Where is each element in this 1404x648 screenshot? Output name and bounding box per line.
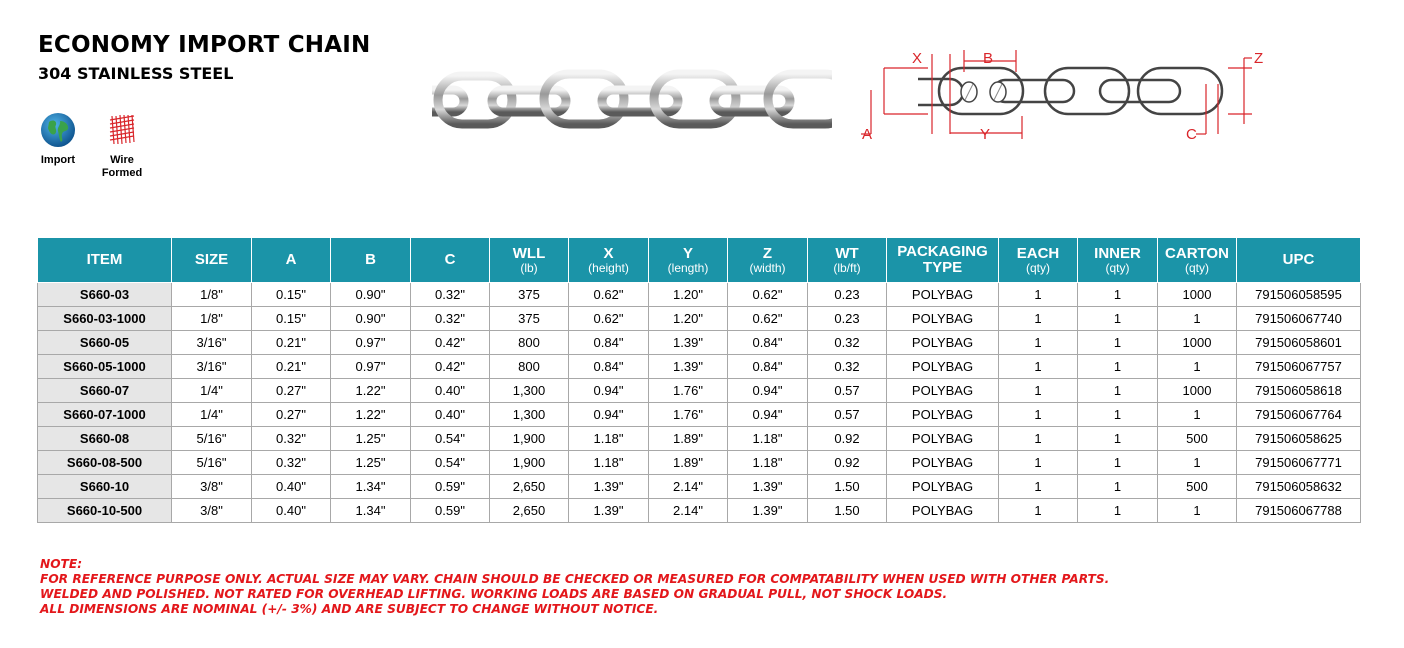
table-cell: 1.22" [331,379,411,403]
table-cell: 1000 [1158,379,1237,403]
table-cell: S660-07 [38,379,172,403]
table-cell: 500 [1158,475,1237,499]
table-cell: 0.84" [569,355,649,379]
table-cell: 1.50 [808,475,887,499]
table-cell: 1.18" [728,427,808,451]
table-cell: 0.27" [252,403,331,427]
table-cell: 791506067740 [1237,307,1361,331]
table-cell: 2.14" [649,475,728,499]
col-wt: WT (lb/ft) [808,238,887,283]
table-cell: S660-03 [38,283,172,307]
table-row [38,355,1361,379]
col-carton: CARTON (qty) [1158,238,1237,283]
table-cell: 1 [1078,427,1158,451]
page-title: ECONOMY IMPORT CHAIN [38,32,371,58]
table-row [38,283,1361,307]
table-cell: 791506067757 [1237,355,1361,379]
table-cell: S660-10 [38,475,172,499]
table-cell: 1 [1158,355,1237,379]
table-cell: 0.57 [808,379,887,403]
table-cell: 3/8" [172,475,252,499]
table-cell: 0.62" [569,283,649,307]
label-z: Z [1254,50,1264,67]
table-cell: 0.62" [569,307,649,331]
table-cell: 0.42" [411,331,490,355]
header-row [38,238,1361,283]
table-cell: 791506058625 [1237,427,1361,451]
table-cell: 1.20" [649,283,728,307]
table-cell: 0.54" [411,427,490,451]
table-cell: POLYBAG [887,427,999,451]
table-cell: 1.76" [649,403,728,427]
col-a: A [252,238,331,283]
table-cell: 3/16" [172,331,252,355]
table-cell: 1.22" [331,403,411,427]
table-cell: 1.39" [649,355,728,379]
table-cell: 0.32 [808,331,887,355]
table-cell: 1.39" [569,475,649,499]
table-cell: S660-10-500 [38,499,172,523]
table-cell: 1 [999,427,1078,451]
table-cell: 3/8" [172,499,252,523]
table-cell: 0.23 [808,283,887,307]
table-cell: 791506067764 [1237,403,1361,427]
label-x: X [912,50,923,67]
table-cell: 1/8" [172,307,252,331]
table-cell: 1 [1078,451,1158,475]
table-cell: 0.40" [252,499,331,523]
table-row [38,499,1361,523]
table-cell: 0.57 [808,403,887,427]
table-cell: 791506058601 [1237,331,1361,355]
table-cell: 800 [490,331,569,355]
table-cell: 1.18" [728,451,808,475]
table-cell: 0.92 [808,451,887,475]
table-row [38,403,1361,427]
page-subtitle: 304 STAINLESS STEEL [38,64,234,83]
table-cell: 0.97" [331,331,411,355]
table-cell: 0.40" [411,403,490,427]
table-cell: 0.42" [411,355,490,379]
table-row [38,451,1361,475]
table-cell: 0.97" [331,355,411,379]
table-cell: 0.59" [411,499,490,523]
table-cell: 0.21" [252,355,331,379]
table-cell: 1.50 [808,499,887,523]
table-cell: 0.62" [728,307,808,331]
table-row [38,307,1361,331]
table-cell: 791506067788 [1237,499,1361,523]
table-cell: 1/4" [172,403,252,427]
table-cell: 1.34" [331,499,411,523]
label-y: Y [980,126,991,143]
table-cell: 1 [999,379,1078,403]
table-cell: 1 [1078,403,1158,427]
table-cell: 0.84" [728,355,808,379]
badge-label-wire-formed: Wire Formed [101,154,143,179]
table-cell: 1,900 [490,427,569,451]
table-cell: 0.94" [728,379,808,403]
notes-block [40,557,1109,617]
table-cell: 0.40" [411,379,490,403]
table-cell: 1 [999,499,1078,523]
table-cell: 1 [999,451,1078,475]
table-cell: 1.89" [649,451,728,475]
table-cell: 1/8" [172,283,252,307]
table-cell: 500 [1158,427,1237,451]
table-cell: 791506067771 [1237,451,1361,475]
table-cell: 1.20" [649,307,728,331]
wire-formed-badge [97,112,147,180]
table-cell: 1/4" [172,379,252,403]
chain-photo [432,68,832,138]
note-line: WELDED AND POLISHED. NOT RATED FOR OVERHEAD LIFTING. WORKING LOADS ARE BASED ON GRADUAL PULL, NOT SHOCK LOADS. [40,587,948,601]
table-cell: 0.32 [808,355,887,379]
col-c: C [411,238,490,283]
table-cell: 0.27" [252,379,331,403]
wire-mesh-icon [104,112,140,148]
table-cell: S660-08 [38,427,172,451]
table-cell: 1 [1078,379,1158,403]
table-cell: 1 [1158,451,1237,475]
table-cell: 0.90" [331,283,411,307]
col-inner: INNER (qty) [1078,238,1158,283]
table-cell: S660-05 [38,331,172,355]
spec-table [37,237,1361,523]
table-cell: 1 [999,283,1078,307]
table-cell: 1 [1158,307,1237,331]
table-cell: POLYBAG [887,475,999,499]
table-cell: 1,300 [490,379,569,403]
col-size: SIZE [172,238,252,283]
table-cell: POLYBAG [887,379,999,403]
table-cell: 0.94" [569,379,649,403]
table-cell: S660-07-1000 [38,403,172,427]
table-cell: 1.34" [331,475,411,499]
table-cell: 2,650 [490,499,569,523]
table-cell: 1 [999,475,1078,499]
table-cell: S660-03-1000 [38,307,172,331]
table-cell: 1 [1078,355,1158,379]
table-cell: 1,300 [490,403,569,427]
table-cell: 1 [1158,499,1237,523]
table-cell: 1 [1158,403,1237,427]
label-c: C [1186,126,1197,143]
table-cell: POLYBAG [887,283,999,307]
badge-label-import: Import [40,154,76,166]
table-cell: 2.14" [649,499,728,523]
table-cell: POLYBAG [887,451,999,475]
col-b: B [331,238,411,283]
note-line: FOR REFERENCE PURPOSE ONLY. ACTUAL SIZE MAY VARY. CHAIN SHOULD BE CHECKED OR MEASURED FOR COMPATABILITY WHEN USED WITH OTHER PARTS. [40,572,1110,586]
col-item: ITEM [38,238,172,283]
table-cell: 0.15" [252,307,331,331]
col-z: Z (width) [728,238,808,283]
table-row [38,331,1361,355]
table-cell: 1.18" [569,427,649,451]
table-cell: 2,650 [490,475,569,499]
label-b: B [983,50,994,67]
label-a: A [862,126,873,143]
globe-icon [40,112,76,148]
table-cell: 0.92 [808,427,887,451]
table-cell: POLYBAG [887,307,999,331]
table-row [38,427,1361,451]
table-cell: 0.32" [252,451,331,475]
table-cell: 791506058632 [1237,475,1361,499]
table-cell: 1.18" [569,451,649,475]
table-cell: 1000 [1158,283,1237,307]
table-cell: 375 [490,283,569,307]
table-row [38,379,1361,403]
table-cell: 1 [1078,499,1158,523]
table-cell: 791506058618 [1237,379,1361,403]
chain-dimension-diagram [856,44,1276,154]
col-packaging-type: PACKAGING TYPE [887,238,999,283]
table-cell: 800 [490,355,569,379]
table-cell: 1 [999,331,1078,355]
table-cell: 0.54" [411,451,490,475]
table-cell: 1 [999,355,1078,379]
table-cell: 1.76" [649,379,728,403]
table-cell: 0.94" [728,403,808,427]
table-cell: 1 [1078,307,1158,331]
table-cell: 1000 [1158,331,1237,355]
spec-table-body [38,283,1361,523]
table-cell: 1.39" [728,475,808,499]
table-row [38,475,1361,499]
table-cell: 0.84" [569,331,649,355]
table-cell: 1 [999,403,1078,427]
col-x: X (height) [569,238,649,283]
table-cell: 5/16" [172,451,252,475]
table-cell: 1.25" [331,451,411,475]
table-cell: 0.62" [728,283,808,307]
table-cell: 0.32" [411,283,490,307]
note-line: ALL DIMENSIONS ARE NOMINAL (+/- 3%) AND ARE SUBJECT TO CHANGE WITHOUT NOTICE. [40,602,659,616]
table-cell: 0.23 [808,307,887,331]
table-cell: 0.40" [252,475,331,499]
table-cell: 1,900 [490,451,569,475]
table-cell: POLYBAG [887,499,999,523]
col-upc: UPC [1237,238,1361,283]
table-cell: 1.39" [649,331,728,355]
table-cell: POLYBAG [887,331,999,355]
table-cell: 3/16" [172,355,252,379]
col-each: EACH (qty) [999,238,1078,283]
table-cell: 0.90" [331,307,411,331]
table-cell: 0.21" [252,331,331,355]
col-y: Y (length) [649,238,728,283]
table-cell: 1 [1078,475,1158,499]
table-cell: POLYBAG [887,403,999,427]
table-cell: 1.39" [728,499,808,523]
table-cell: 1.39" [569,499,649,523]
table-cell: 1 [1078,331,1158,355]
table-cell: 0.15" [252,283,331,307]
table-cell: S660-08-500 [38,451,172,475]
table-cell: 375 [490,307,569,331]
table-cell: 0.59" [411,475,490,499]
col-wll: WLL (lb) [490,238,569,283]
table-cell: 0.94" [569,403,649,427]
table-cell: S660-05-1000 [38,355,172,379]
table-cell: 1 [1078,283,1158,307]
table-cell: 791506058595 [1237,283,1361,307]
table-cell: 0.32" [252,427,331,451]
table-cell: POLYBAG [887,355,999,379]
table-cell: 1.25" [331,427,411,451]
note-heading: NOTE: [40,557,83,571]
import-badge [33,112,83,167]
table-cell: 1.89" [649,427,728,451]
table-cell: 5/16" [172,427,252,451]
table-cell: 0.84" [728,331,808,355]
table-cell: 1 [999,307,1078,331]
table-cell: 0.32" [411,307,490,331]
